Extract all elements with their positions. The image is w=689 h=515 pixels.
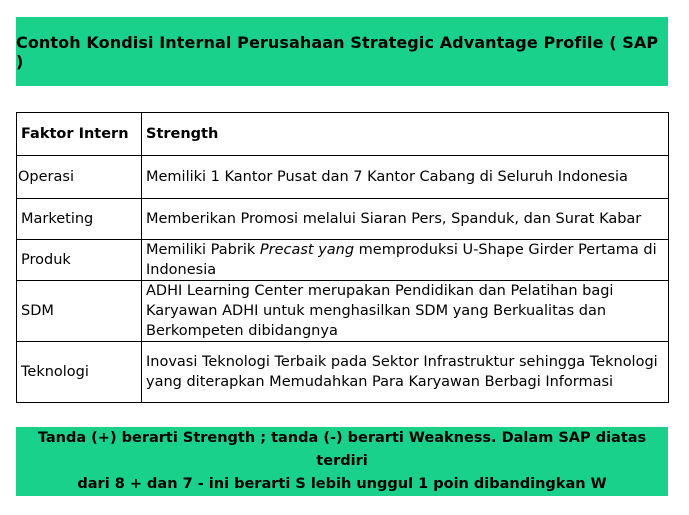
- header-faktor-intern: Faktor Intern: [17, 113, 142, 156]
- table-row: [17, 156, 669, 199]
- sap-table: [16, 112, 669, 403]
- page-title: Contoh Kondisi Internal Perusahaan Strategic Advantage Profile ( SAP ): [16, 32, 659, 71]
- footer-line-2: dari 8 + dan 7 - ini berarti S lebih unggul 1 poin dibandingkan W: [77, 476, 607, 492]
- title-banner: [16, 17, 668, 86]
- strength-cell: Memberikan Promosi melalui Siaran Pers, Spanduk, dan Surat Kabar: [142, 199, 669, 240]
- factor-cell: Operasi: [17, 156, 142, 199]
- strength-text: memproduksi U-Shape Girder Pertama di Indonesia: [146, 242, 657, 278]
- strength-cell: Memiliki 1 Kantor Pusat dan 7 Kantor Cabang di Seluruh Indonesia: [142, 156, 669, 199]
- factor-cell: Teknologi: [17, 342, 142, 403]
- table-row: [17, 199, 669, 240]
- factor-cell: Marketing: [17, 199, 142, 240]
- header-strength: Strength: [142, 113, 669, 156]
- table-row: [17, 281, 669, 342]
- strength-cell: Inovasi Teknologi Terbaik pada Sektor Infrastruktur sehingga Teknologi yang diterapkan Memudahkan Para Karyawan Berbagi Informasi: [142, 342, 669, 403]
- footer-note: [16, 427, 668, 496]
- table-row: [17, 240, 669, 281]
- strength-cell: [142, 240, 669, 281]
- footer-line-1: Tanda (+) berarti Strength ; tanda (-) berarti Weakness. Dalam SAP diatas terdiri: [37, 430, 647, 469]
- factor-cell: Produk: [17, 240, 142, 281]
- table-header-row: [17, 113, 669, 156]
- strength-text: Memiliki Pabrik: [146, 242, 260, 258]
- table-row: [17, 342, 669, 403]
- strength-cell: ADHI Learning Center merupakan Pendidikan dan Pelatihan bagi Karyawan ADHI untuk menghasilkan SDM yang Berkualitas dan Berkompeten dibidangnya: [142, 281, 669, 342]
- factor-cell: SDM: [17, 281, 142, 342]
- strength-italic-text: Precast yang: [259, 242, 359, 258]
